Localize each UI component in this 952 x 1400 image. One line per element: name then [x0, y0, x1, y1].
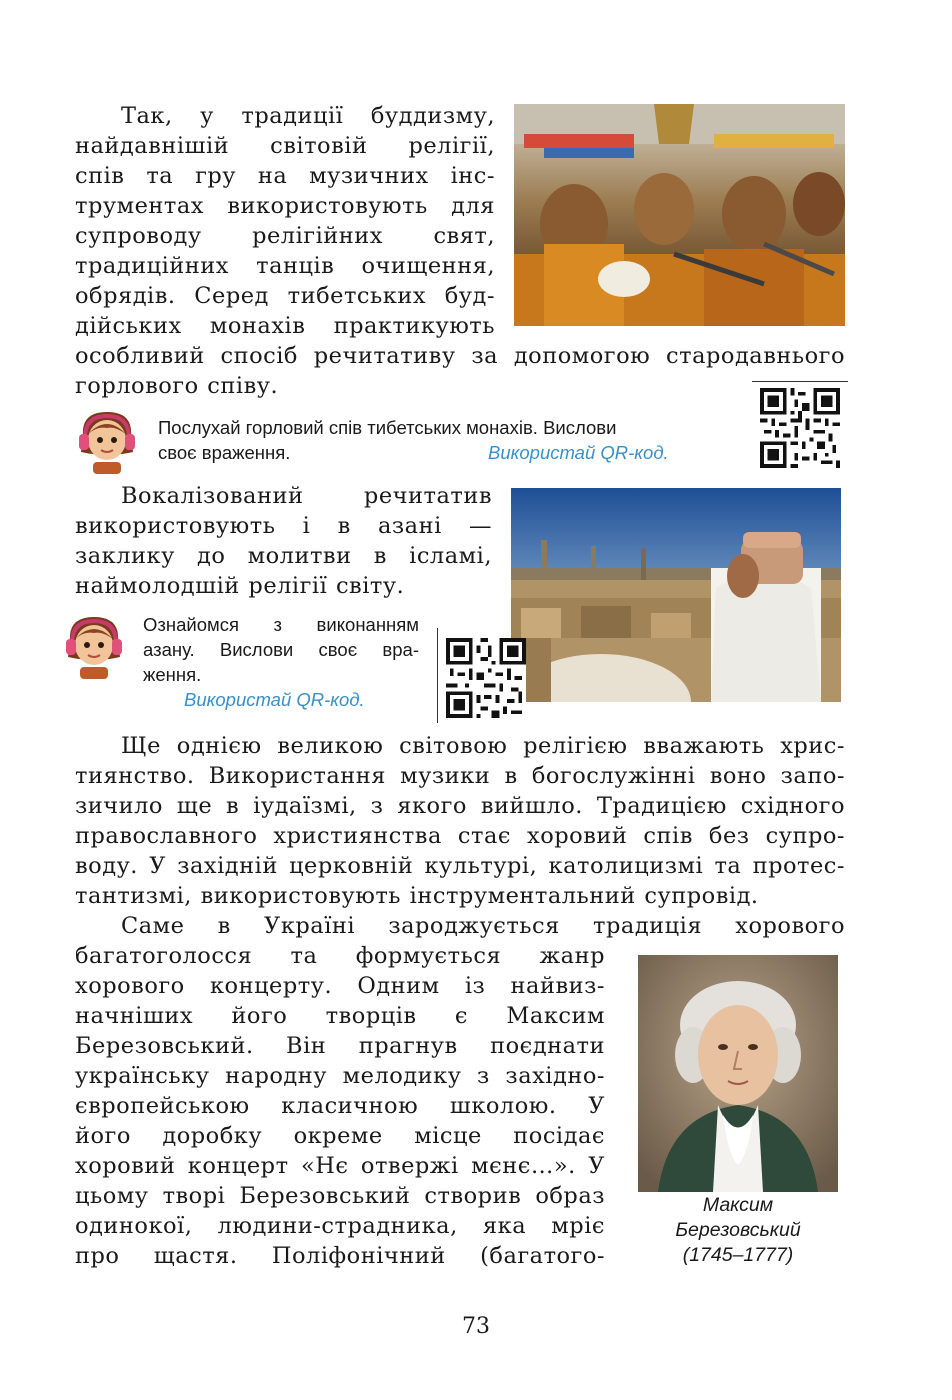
- islam-paragraph-line-2: використовують і в азані —: [75, 513, 492, 539]
- caption-line-1: Максим: [702, 1194, 774, 1216]
- buddhism-paragraph-line-10: горлового співу.: [75, 373, 279, 399]
- qr-code-azan-icon[interactable]: [446, 638, 526, 718]
- islam-paragraph-line-4: наймолодшій релігії світу.: [75, 573, 405, 599]
- buddhism-paragraph-line-8: дійських монахів практикують: [75, 313, 495, 339]
- ukraine-paragraph-line-12: про щастя. Поліфонічний (багатого-: [75, 1243, 605, 1269]
- ukraine-paragraph-line-9: хоровий концерт «Нє отвержі мєнє…». У: [75, 1153, 605, 1179]
- caption-line-2: Березовський: [675, 1219, 801, 1241]
- task1-text: [158, 415, 738, 465]
- buddhism-paragraph-line-7: обрядів. Серед тибетських буд-: [75, 283, 495, 309]
- task1-line-2: своє враження.: [158, 442, 291, 463]
- buddhism-paragraph-line-1: Так, у традиції буддизму,: [121, 103, 495, 129]
- ukraine-paragraph-line-6: українську народну мелодику з західно-: [75, 1063, 605, 1089]
- ukraine-paragraph-line-8: його доробку окреме місце посідає: [75, 1123, 605, 1149]
- buddhism-paragraph-line-6: традиційних танців очищення,: [75, 253, 495, 279]
- task2-line-1: Ознайомся з виконанням: [143, 614, 419, 635]
- ukraine-paragraph-line-5: Березовський. Він прагнув поєднати: [75, 1033, 605, 1059]
- task1-top-rule: [752, 381, 848, 382]
- ukraine-paragraph-line-2: багатоголосся та формується жанр: [75, 943, 605, 969]
- muezzin-city-photo: [511, 488, 841, 702]
- task2-divider: [437, 628, 438, 723]
- qr-code-throat-singing-icon[interactable]: [760, 388, 840, 468]
- buddhism-paragraph-line-2: найдавнішій світовій релігії,: [75, 133, 495, 159]
- ukraine-paragraph-line-3: хорового концерту. Одним із найвиз-: [75, 973, 605, 999]
- task2-line-2: азану. Вислови своє вра-: [143, 639, 419, 660]
- christianity-paragraph-line-4: православного християнства стає хоровий спів без супро-: [75, 823, 845, 849]
- ukraine-paragraph-line-11: одинокої, людини-страдника, яка мріє: [75, 1213, 605, 1239]
- buddhism-paragraph-line-4: трументах використовують для: [75, 193, 495, 219]
- portrait-caption: [638, 1193, 838, 1268]
- christianity-paragraph-line-1: Ще однією великою світовою релігією вважають хрис-: [121, 733, 845, 759]
- ukraine-paragraph-line-7: європейською класичною школою. У: [75, 1093, 605, 1119]
- task1-qr-hint: Використай QR-код.: [488, 442, 669, 463]
- christianity-paragraph-line-3: зичило ще в іудаїзмі, з якого вийшло. Традицією східного: [75, 793, 845, 819]
- task1-line-1: Послухай горловий спів тибетських монахів. Вислови: [158, 417, 617, 438]
- girl-headphones-icon: [62, 611, 126, 681]
- buddhism-paragraph-line-3: спів та гру на музичних інс-: [75, 163, 495, 189]
- tibetan-monks-photo: [514, 104, 845, 326]
- ukraine-paragraph-line-4: начніших його творців є Максим: [75, 1003, 605, 1029]
- page-number: 73: [462, 1314, 490, 1339]
- task2-text: [143, 612, 419, 712]
- islam-paragraph-line-3: заклику до молитви в ісламі,: [75, 543, 492, 569]
- islam-paragraph-line-1: Вокалізований речитатив: [121, 483, 492, 509]
- buddhism-paragraph-line-9: особливий спосіб речитативу за допомогою стародавнього: [75, 343, 845, 369]
- christianity-paragraph-line-2: тиянство. Використання музики в богослужінні воно запо-: [75, 763, 845, 789]
- buddhism-paragraph-line-5: супроводу релігійних свят,: [75, 223, 495, 249]
- task2-qr-hint: Використай QR-код.: [184, 689, 365, 710]
- caption-line-3: (1745–1777): [682, 1244, 794, 1266]
- ukraine-paragraph-line-10: цьому творі Березовський створив образ: [75, 1183, 605, 1209]
- task2-line-3: ження.: [143, 664, 202, 685]
- girl-headphones-icon: [75, 406, 139, 476]
- christianity-paragraph-line-5: воду. У західній церковній культурі, католицизмі та протес-: [75, 853, 845, 879]
- ukraine-paragraph-line-1: Саме в Україні зароджується традиція хорового: [121, 913, 845, 939]
- christianity-paragraph-line-6: тантизмі, використовують інструментальний супровід.: [75, 883, 759, 909]
- berezovsky-portrait: [638, 955, 838, 1192]
